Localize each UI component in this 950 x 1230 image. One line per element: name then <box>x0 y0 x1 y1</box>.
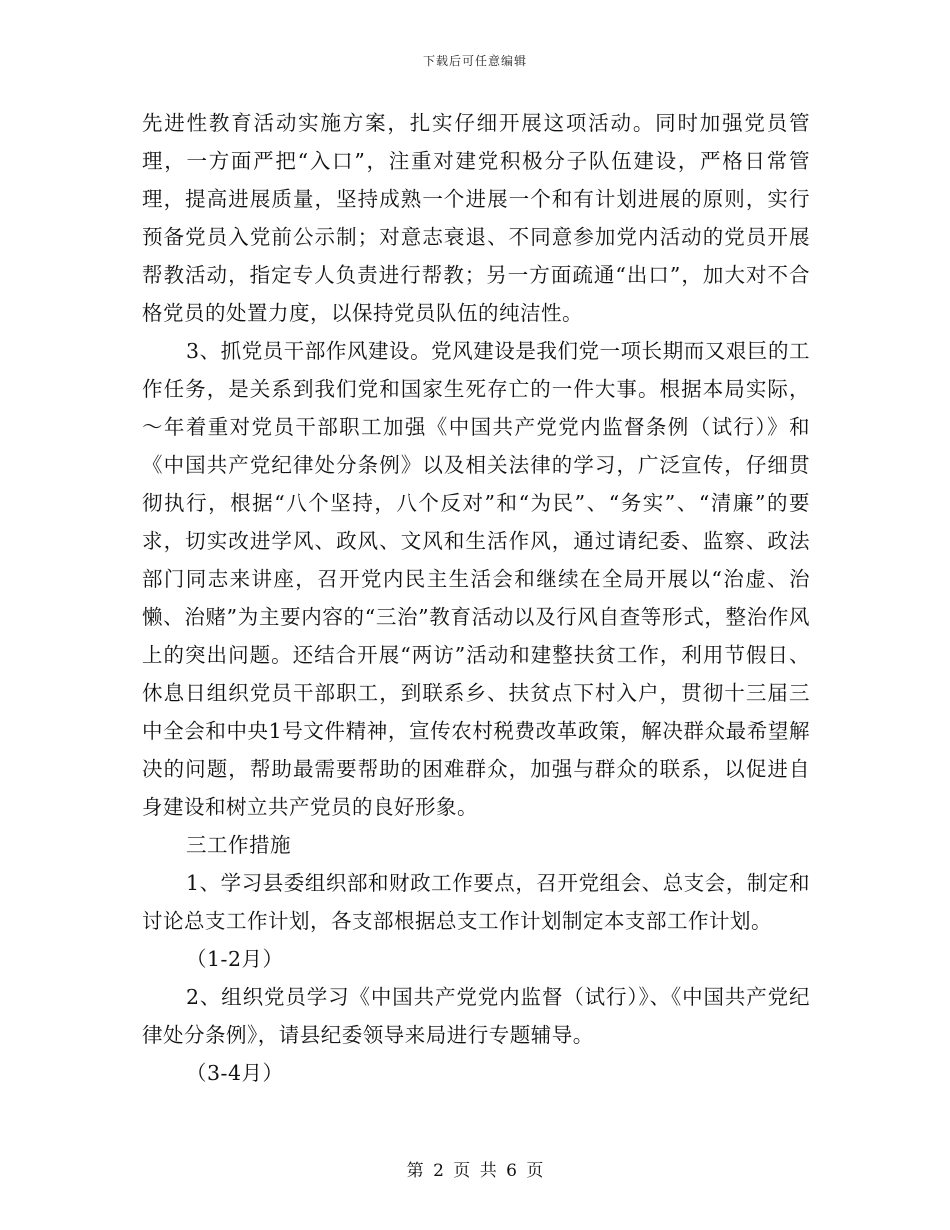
schedule-note-1: （1-2月） <box>186 947 284 971</box>
paragraph-measure-1: 1、学习县委组织部和财政工作要点，召开党组会、总支会，制定和讨论总支工作计划，各支部根据总支工作计划制定本支部工作计划。 <box>142 871 810 933</box>
section-heading-measures: 三工作措施 <box>186 833 291 857</box>
paragraph-continuation: 先进性教育活动实施方案，扎实仔细开展这项活动。同时加强党员管理，一方面严把“入口”，注重对建党积极分子队伍建设，严格日常管理，提高进展质量，坚持成熟一个进展一个和有计划进展的原则，实行预备党员入党前公示制；对意志衰退、不同意参加党内活动的党员开展帮教活动，指定专人负责进行帮教；另一方面疏通“出口”，加大对不合格党员的处置力度，以保持党员队伍的纯洁性。 <box>142 111 810 325</box>
schedule-note-2: （3-4月） <box>186 1061 284 1085</box>
document-body <box>142 104 810 1092</box>
paragraph-measure-2: 2、组织党员学习《中国共产党党内监督（试行）》、《中国共产党纪律处分条例》，请县纪委领导来局进行专题辅导。 <box>142 985 810 1047</box>
page-number-footer: 第 2 页 共 6 页 <box>406 1161 544 1181</box>
page-header: 下载后可任意编辑 <box>422 54 527 68</box>
paragraph-item-3: 3、抓党员干部作风建设。党风建设是我们党一项长期而又艰巨的工作任务，是关系到我们党和国家生死存亡的一件大事。根据本局实际，～年着重对党员干部职工加强《中国共产党党内监督条例（试行）》和《中国共产党纪律处分条例》以及相关法律的学习，广泛宣传，仔细贯彻执行，根据“八个坚持，八个反对”和“为民”、“务实”、“清廉”的要求，切实改进学风、政风、文风和生活作风，通过请纪委、监察、政法部门同志来讲座，召开党内民主生活会和继续在全局开展以“治虚、治懒、治赌”为主要内容的“三治”教育活动以及行风自查等形式，整治作风上的突出问题。还结合开展“两访”活动和建整扶贫工作，利用节假日、休息日组织党员干部职工，到联系乡、扶贫点下村入户，贯彻十三届三中全会和中央1号文件精神，宣传农村税费改革政策，解决群众最希望解决的问题，帮助最需要帮助的困难群众，加强与群众的联系，以促进自身建设和树立共产党员的良好形象。 <box>142 339 810 819</box>
